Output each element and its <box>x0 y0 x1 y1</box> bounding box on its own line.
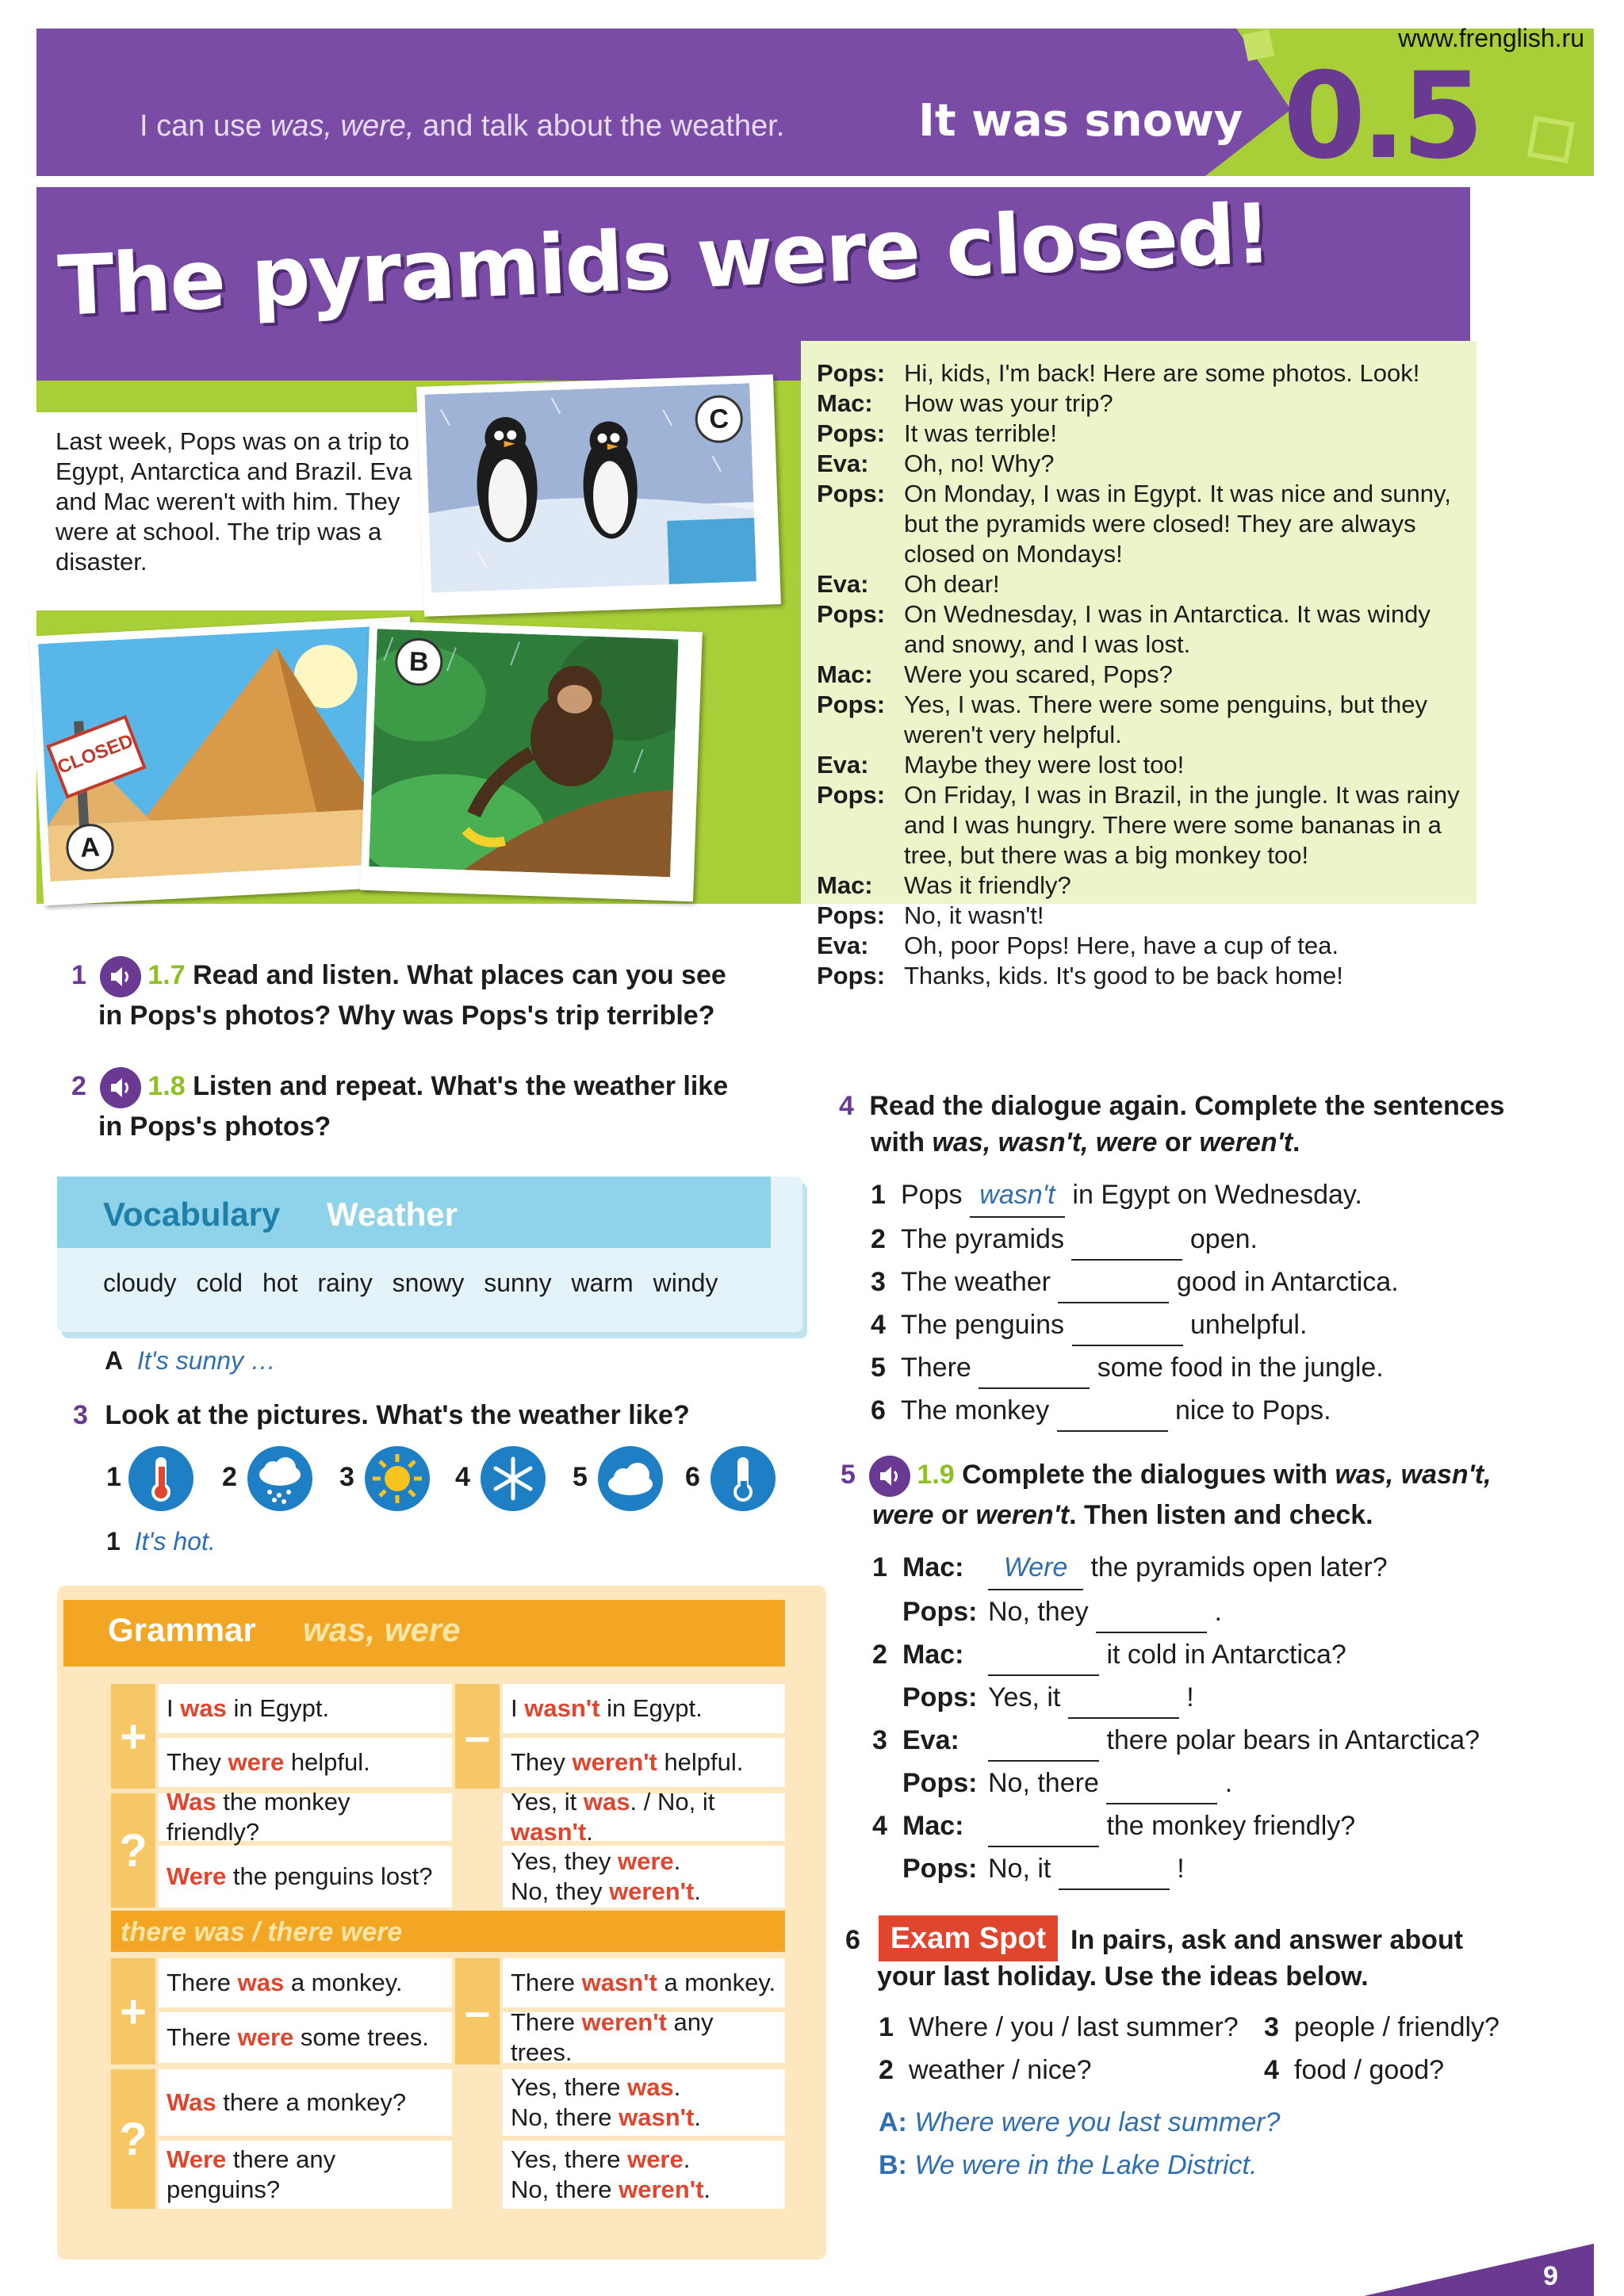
speaker: Pops: <box>817 901 886 929</box>
icon-number: 2 <box>222 1462 237 1492</box>
rain-cloud-icon <box>247 1446 312 1511</box>
audio-track: 1.9 <box>917 1459 955 1490</box>
grammar-cell: Yes, it was. / No, it wasn't. <box>503 1793 785 1841</box>
grammar-cell: I was in Egypt. <box>159 1684 452 1733</box>
answer-blank[interactable] <box>1072 1321 1183 1346</box>
answer-blank[interactable] <box>1059 1865 1170 1890</box>
speaker-icon <box>108 1075 133 1100</box>
answer-blank[interactable] <box>1106 1779 1217 1804</box>
grammar-cell: Were there any penguins? <box>159 2141 452 2209</box>
answer-blank[interactable] <box>988 1736 1099 1762</box>
ex5-question: 4 Mac: the monkey friendly? <box>872 1804 1586 1847</box>
photo-label-c: C <box>695 395 744 444</box>
ex5-question: 3 Eva: there polar bears in Antarctica? <box>872 1719 1586 1762</box>
icon-number: 4 <box>455 1462 470 1492</box>
grammar-cell: Yes, there were. No, there weren't. <box>503 2141 785 2209</box>
audio-track: 1.8 <box>147 1070 186 1101</box>
grammar-cell: Was there a monkey? <box>159 2069 452 2136</box>
photo-penguins-image <box>424 383 772 609</box>
page-number: 9 <box>1543 2261 1558 2291</box>
minus-symbol: – <box>455 1958 500 2064</box>
dialogue-line <box>817 780 1475 871</box>
grammar-title: Grammar <box>108 1611 256 1648</box>
idea-item: 3 people / friendly? <box>1264 2012 1500 2042</box>
thermometer-hot-icon <box>128 1446 193 1511</box>
speaker: Pops: <box>817 962 886 989</box>
dialogue-text: Thanks, kids. It's good to be back home! <box>904 962 1343 989</box>
icon-number: 5 <box>573 1462 588 1492</box>
dialogue-text: Oh dear! <box>904 570 1000 598</box>
weather-icons-row <box>63 1443 809 1530</box>
photo-label-a: A <box>65 823 115 873</box>
icon-number: 6 <box>685 1462 700 1492</box>
can-do-text: I can use <box>140 109 270 143</box>
closed-sign: CLOSED <box>46 715 147 799</box>
answer-blank[interactable] <box>1058 1278 1169 1303</box>
dialogue-line <box>817 931 1475 961</box>
example-letter: A <box>105 1346 124 1375</box>
dialogue-line <box>817 961 1475 991</box>
speaker: Eva: <box>817 932 869 959</box>
dialogue-text: It was terrible! <box>904 419 1057 447</box>
intro-text: Last week, Pops was on a trip to Egypt, Antarctica and Brazil. Eva and Mac weren't with him. They were at school. The trip was a disaster. <box>56 427 412 576</box>
sun-icon <box>365 1446 430 1511</box>
dialogue-line <box>817 690 1475 750</box>
dialogue-text: Oh, poor Pops! Here, have a cup of tea. <box>904 932 1339 959</box>
exercise-number: 5 <box>841 1459 856 1490</box>
vocab-example <box>105 1346 276 1376</box>
thermometer-cold-icon <box>710 1446 776 1511</box>
exercise-instruction: in Pops's photos? <box>98 1112 331 1142</box>
dialogue-line <box>817 750 1475 780</box>
dialogue-text: No, it wasn't! <box>904 901 1044 929</box>
ex4-sentence: 3 The weather good in Antarctica. <box>871 1261 1584 1303</box>
ex3-example <box>106 1527 216 1556</box>
grammar-cell: I wasn't in Egypt. <box>503 1684 785 1733</box>
speaker: Pops: <box>817 781 886 809</box>
grammar-cell: There were some trees. <box>159 2012 452 2063</box>
decor-square <box>1243 29 1274 61</box>
ex4-sentence: 5 There some food in the jungle. <box>871 1346 1584 1389</box>
plus-symbol: + <box>111 1958 155 2064</box>
exercise-instruction: Look at the pictures. What's the weather like? <box>105 1400 690 1430</box>
speaker: Pops: <box>817 359 886 387</box>
photo-jungle <box>360 621 703 901</box>
dialogue-line <box>817 871 1475 901</box>
exercise-2 <box>71 1067 785 1145</box>
speaker: Eva: <box>817 570 869 598</box>
vocabulary-subtitle: Weather <box>327 1196 458 1233</box>
grammar-cell: There wasn't a monkey. <box>503 1958 785 2007</box>
page-title: The pyramids were closed! <box>56 185 1273 335</box>
speaker: Mac: <box>817 660 873 688</box>
idea-item: 1 Where / you / last summer? <box>879 2012 1239 2042</box>
exercise-5-list <box>872 1546 1586 1890</box>
speaker: Eva: <box>817 450 869 477</box>
there-was-title: there was / there were <box>121 1917 403 1947</box>
speaker: Mac: <box>817 871 873 899</box>
ex5-reply: Pops: Yes, it ! <box>872 1676 1586 1719</box>
exercise-5: 5 1.9 Complete the dialogues with was, wasn't, were or weren't. Then listen and check. <box>841 1456 1586 1533</box>
exercise-4: 4 Read the dialogue again. Complete the sentences with was, wasn't, were or weren't. <box>839 1091 1505 1158</box>
exercise-3 <box>73 1397 787 1433</box>
dialogue-line <box>817 449 1475 479</box>
answer-blank[interactable]: Were <box>988 1546 1083 1590</box>
answer-blank[interactable] <box>979 1364 1090 1389</box>
dialogue-text: Was it friendly? <box>904 871 1071 899</box>
ex5-reply: Pops: No, they . <box>872 1590 1586 1633</box>
grammar-cell: Yes, there was. No, there wasn't. <box>503 2069 785 2136</box>
decor-square-outline <box>1527 116 1575 163</box>
question-symbol: ? <box>111 1793 155 1908</box>
speaker: Eva: <box>817 751 869 779</box>
exam-spot-badge: Exam Spot <box>879 1915 1058 1961</box>
dialogue-text: On Monday, I was in Egypt. It was nice and sunny, but the pyramids were closed! They are always closed on Mondays! <box>904 480 1451 568</box>
grammar-cell: They were helpful. <box>159 1738 452 1787</box>
exercise-number: 3 <box>73 1400 88 1430</box>
answer-blank[interactable] <box>988 1651 1099 1676</box>
question-symbol: ? <box>111 2069 155 2209</box>
speaker: Mac: <box>817 389 873 417</box>
answer-blank[interactable]: wasn't <box>970 1173 1065 1218</box>
photo-jungle-image <box>369 629 695 894</box>
example-number: 1 <box>106 1527 121 1556</box>
idea-item: 4 food / good? <box>1264 2055 1445 2085</box>
example-answer: It's hot. <box>134 1527 216 1556</box>
idea-item: 2 weather / nice? <box>879 2055 1092 2085</box>
dialogue-line <box>817 419 1475 449</box>
ex4-sentence: 1 Pops wasn't in Egypt on Wednesday. <box>871 1173 1584 1218</box>
vocabulary-words: cloudy cold hot rainy snowy sunny warm windy <box>103 1269 718 1297</box>
ex4-sentence: 4 The penguins unhelpful. <box>871 1303 1584 1346</box>
photo-label-b: B <box>394 637 443 687</box>
snowflake-icon <box>481 1446 546 1511</box>
page-corner <box>1364 2244 1594 2296</box>
exercise-number: 6 <box>845 1925 860 1955</box>
exercise-instruction: In pairs, ask and answer about <box>1071 1925 1464 1955</box>
answer-blank[interactable] <box>988 1822 1099 1847</box>
dialogue-text: Maybe they were lost too! <box>904 751 1185 779</box>
grammar-cell: There weren't any trees. <box>503 2012 785 2063</box>
plus-symbol: + <box>111 1684 155 1789</box>
grammar-cell: They weren't helpful. <box>503 1738 785 1787</box>
answer-blank[interactable] <box>1096 1608 1207 1633</box>
icon-number: 3 <box>339 1462 354 1492</box>
exercise-number: 1 <box>71 959 86 990</box>
ex5-question: 2 Mac: it cold in Antarctica? <box>872 1633 1586 1676</box>
ex5-reply: Pops: No, it ! <box>872 1847 1586 1890</box>
can-do-statement <box>140 109 784 144</box>
model-answer-a: A: Where were you last summer? <box>879 2107 1281 2137</box>
icon-number: 1 <box>106 1462 121 1492</box>
grammar-cell: There was a monkey. <box>159 1958 452 2007</box>
exercise-instruction: Read and listen. What places can you see <box>193 959 726 990</box>
dialogue-line <box>817 479 1475 569</box>
exercise-instruction: in Pops's photos? Why was Pops's trip terrible? <box>98 1001 715 1031</box>
dialogue-line <box>817 569 1475 599</box>
audio-track: 1.7 <box>147 959 186 990</box>
photo-pyramids-image <box>38 625 416 897</box>
speaker: Pops: <box>817 419 886 447</box>
grammar-cell: Yes, they were. No, they weren't. <box>503 1846 785 1908</box>
dialogue-text: On Wednesday, I was in Antarctica. It was windy and snowy, and I was lost. <box>904 600 1431 658</box>
model-answer-b: B: We were in the Lake District. <box>879 2150 1258 2180</box>
dialogue-line <box>817 901 1475 931</box>
site-url[interactable]: www.frenglish.ru <box>1398 24 1584 52</box>
cloud-icon <box>598 1446 663 1511</box>
speaker-icon <box>108 964 133 989</box>
speaker: Pops: <box>817 600 886 628</box>
example-answer: It's sunny … <box>136 1346 276 1375</box>
grammar-subtitle: was, were <box>303 1611 461 1648</box>
exercise-instruction: your last holiday. Use the ideas below. <box>877 1961 1369 1992</box>
grammar-cell: Were the penguins lost? <box>159 1846 452 1908</box>
exercise-4-list <box>871 1173 1584 1432</box>
exercise-number: 4 <box>839 1091 854 1121</box>
dialogue-text: On Friday, I was in Brazil, in the jungle. It was rainy and I was hungry. There were some bananas in a tree, but there was a big monkey too! <box>904 781 1460 869</box>
answer-blank[interactable] <box>1071 1235 1182 1261</box>
exercise-1 <box>71 956 785 1034</box>
answer-blank[interactable] <box>1068 1693 1179 1719</box>
photo-penguins <box>416 374 781 617</box>
dialogue-text: Were you scared, Pops? <box>904 660 1173 688</box>
answer-blank[interactable] <box>1057 1406 1168 1432</box>
exercise-number: 2 <box>71 1070 86 1101</box>
lesson-title: It was snowy <box>918 95 1243 147</box>
dialogue-text: How was your trip? <box>904 389 1113 417</box>
ex5-question: 1 Mac: Were the pyramids open later? <box>872 1546 1586 1590</box>
dialogue-line <box>817 660 1475 690</box>
can-do-italic: was, were, <box>270 109 415 143</box>
unit-number: 0.5 <box>1283 48 1480 186</box>
speaker-icon <box>877 1464 902 1489</box>
grammar-cell: Was the monkey friendly? <box>159 1793 452 1841</box>
exercise-instruction: Read the dialogue again. Complete the sentences <box>869 1091 1505 1121</box>
dialogue-line <box>817 599 1475 660</box>
speaker: Pops: <box>817 691 886 718</box>
audio-button[interactable] <box>869 1456 910 1497</box>
can-do-text: and talk about the weather. <box>414 109 785 143</box>
ex4-sentence: 2 The pyramids open. <box>871 1218 1584 1261</box>
dialogue-line <box>817 388 1475 419</box>
dialogue <box>817 358 1475 991</box>
dialogue-text: Hi, kids, I'm back! Here are some photos. Look! <box>904 359 1420 387</box>
dialogue-text: Yes, I was. There were some penguins, but they weren't very helpful. <box>904 691 1427 748</box>
ex4-sentence: 6 The monkey nice to Pops. <box>871 1389 1584 1432</box>
vocabulary-title: Vocabulary <box>103 1196 281 1233</box>
audio-button[interactable] <box>100 1067 141 1108</box>
exercise-instruction: Listen and repeat. What's the weather like <box>193 1070 729 1101</box>
speaker: Pops: <box>817 480 886 507</box>
dialogue-text: Oh, no! Why? <box>904 450 1055 477</box>
ex5-reply: Pops: No, there . <box>872 1762 1586 1804</box>
dialogue-line <box>817 358 1475 388</box>
minus-symbol: – <box>455 1684 500 1789</box>
audio-button[interactable] <box>100 956 141 997</box>
